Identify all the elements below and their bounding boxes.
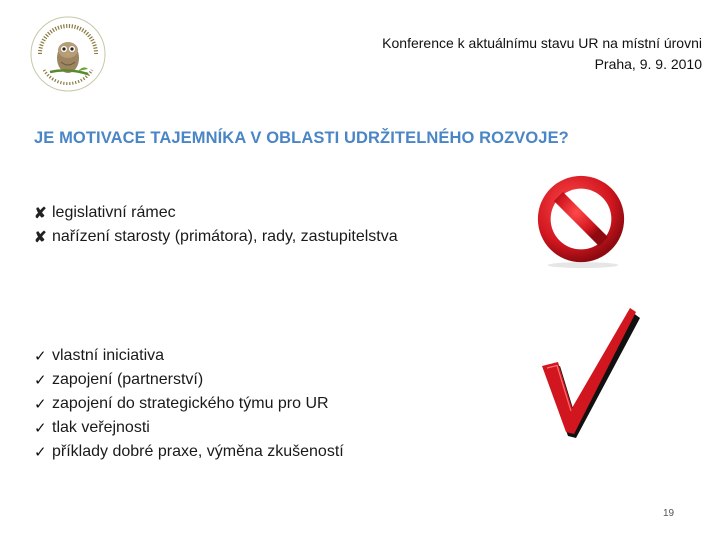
check-icon: ✓: [34, 396, 47, 413]
check-icon: ✓: [34, 444, 47, 461]
slide-title: JE MOTIVACE TAJEMNÍKA V OBLASTI UDRŽITELNÉHO ROZVOJE?: [34, 129, 569, 147]
cross-icon: ✘: [34, 205, 47, 222]
owl-logo-icon: [28, 14, 108, 94]
prohibition-sign-icon: [532, 172, 630, 270]
conference-date: Praha, 9. 9. 2010: [594, 56, 702, 72]
list-item-label: příklady dobré praxe, výměna zkušeností: [52, 443, 344, 460]
checkmark-icon: [538, 308, 642, 440]
conference-title: Konference k aktuálnímu stavu UR na místní úrovni: [382, 35, 702, 51]
list-item-label: zapojení (partnerství): [52, 371, 204, 388]
list-item-label: nařízení starosty (primátora), rady, zastupitelstva: [52, 228, 398, 245]
list-item-label: zapojení do strategického týmu pro UR: [52, 395, 329, 412]
list-item: [34, 416, 344, 440]
list-item-label: tlak veřejnosti: [52, 419, 150, 436]
negative-list: [34, 201, 398, 249]
list-item: [34, 440, 344, 464]
list-item-label: legislativní rámec: [52, 204, 176, 221]
page-number: 19: [663, 508, 675, 519]
conference-header: [382, 33, 702, 75]
list-item: [34, 392, 344, 416]
list-item: [34, 368, 344, 392]
list-item-label: vlastní iniciativa: [52, 347, 165, 364]
list-item: [34, 344, 344, 368]
check-icon: ✓: [34, 420, 47, 437]
cross-icon: ✘: [34, 229, 47, 246]
positive-list: [34, 344, 344, 464]
list-item: [34, 201, 398, 225]
check-icon: ✓: [34, 348, 47, 365]
list-item: [34, 225, 398, 249]
check-icon: ✓: [34, 372, 47, 389]
